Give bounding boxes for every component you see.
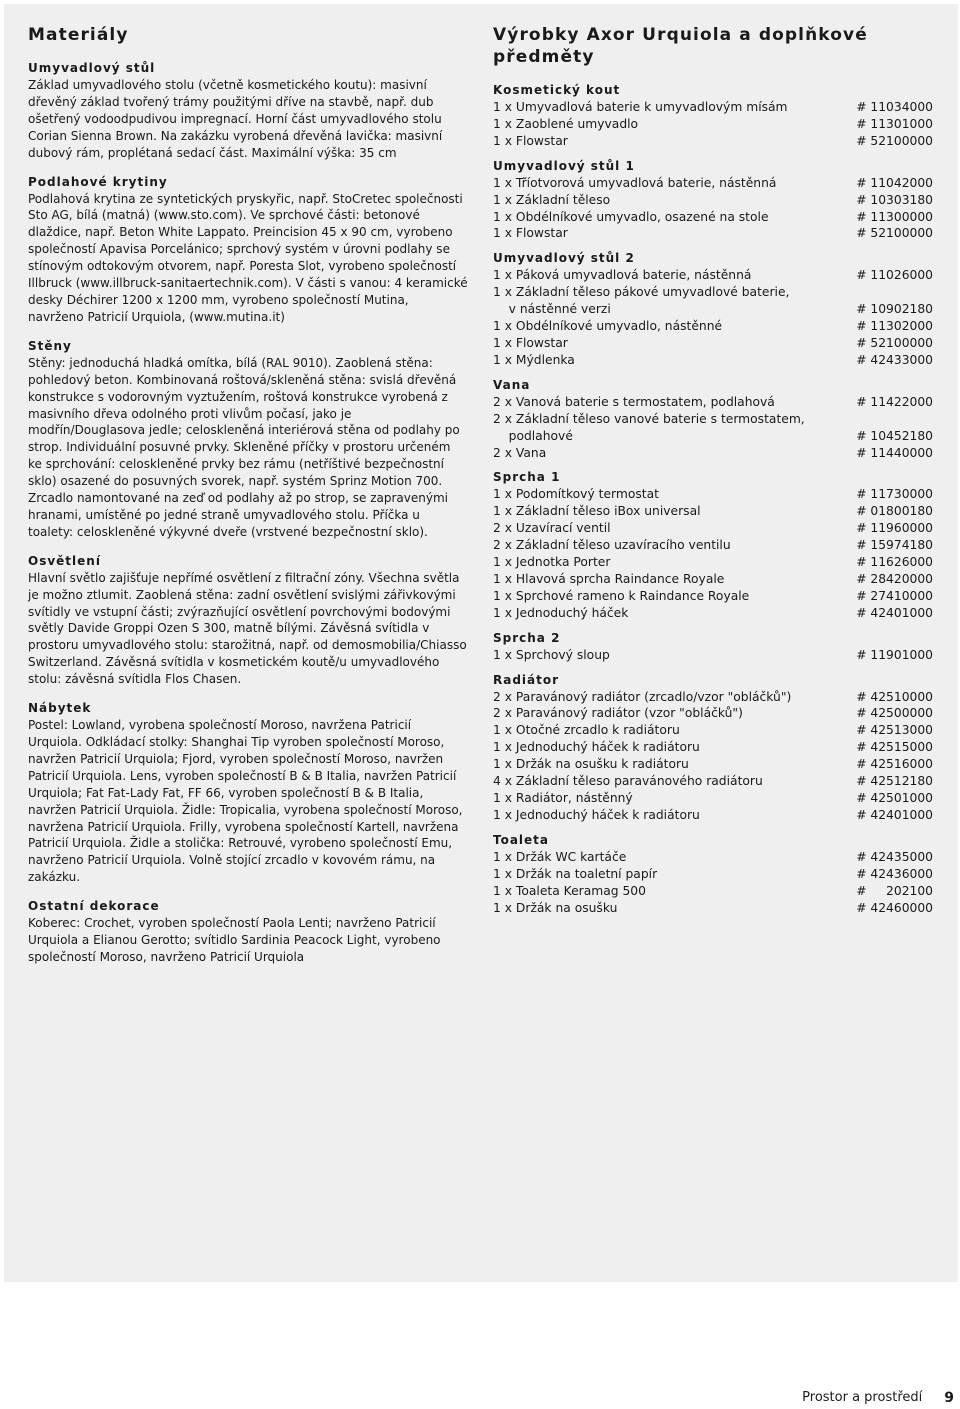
- product-name: 1 x Držák na osušku: [493, 900, 618, 915]
- product-name: 1 x Jednotka Porter: [493, 555, 611, 570]
- product-name: 1 x Jednoduchý háček: [493, 605, 629, 620]
- product-name: 1 x Umyvadlová baterie k umyvadlovým mísám: [493, 100, 788, 114]
- product-group-heading: Sprcha 1: [493, 470, 561, 485]
- material-section-text: Podlahová krytina ze syntetických pryskyřic, např. StoCretec společnosti Sto AG, bílá (matná) (www.sto.com). Ve sprchové části: betonové dlaždice, např. Beton White Lappato. Preincision 45 x 90 cm, vyrobeno společností Apavisa Porcelánico; sprchový systém v úrovni podlahy se stínovým odtokovým otvorem, např. Poresta Slot, vyrobeno společností Illbruck (www.illbruck-sanitaertechnik.com). V části s vanou: 4 keramické desky Déchirer 1200 x 1200 mm, vyrobeno společností Mutina, navrženo Patricií Urquiola, (www.mutina.it): [28, 191, 468, 324]
- product-row: [493, 790, 933, 807]
- product-number: # 11301000: [856, 116, 933, 131]
- product-name: 1 x Jednoduchý háček k radiátoru: [493, 740, 700, 755]
- product-number: # 42510000: [856, 689, 933, 704]
- page-footer: [802, 1390, 954, 1406]
- product-row: [493, 900, 933, 917]
- product-name: 2 x Základní těleso uzavíracího ventilu: [493, 538, 731, 553]
- product-row: [493, 301, 933, 318]
- product-number: # 10902180: [856, 302, 933, 317]
- materials-title: Materiály: [28, 25, 129, 45]
- product-name: 2 x Vana: [493, 445, 547, 460]
- product-group-heading: Toaleta: [493, 832, 550, 847]
- product-row: [493, 284, 933, 301]
- material-section-text: Stěny: jednoduchá hladká omítka, bílá (RAL 9010). Zaoblená stěna: pohledový beton. Kombinovaná roštová/skleněná stěna: svislá dřevěná konstrukce s vodorovným vyztužením, roštová konstrukce vyrobená z masivního dřeva odolného proti vlivům počasí, jako je modřín/Douglasova jedle; celoskleněná interiérová stěna od podlahy po strop. Individuální posuvné prvky. Skleněné příčky v prostoru určeném ke sprchování: celoskleněné prvky bez rámu (netříštivé bezpečnostní sklo) osazené do posuvných svorek, např. systém Sprinz Motion 700. Zrcadlo namontované na zeď od podlahy až po strop, se zapravenými hranami, umístěné po jedné straně umyvadlového stolu. Příčka u toalety: celoskleněné výkyvné dveře (vrstvené bezpečnostní sklo).: [28, 355, 460, 539]
- product-number: # 42515000: [856, 740, 933, 755]
- page-number: 9: [944, 1390, 954, 1406]
- product-row: [493, 133, 933, 150]
- product-row: [493, 99, 933, 116]
- product-number: # 11302000: [856, 319, 933, 334]
- product-number: # 11440000: [856, 445, 933, 460]
- product-name: 1 x Držák na osušku k radiátoru: [493, 757, 689, 772]
- footer-section-name: Prostor a prostředí: [802, 1390, 923, 1405]
- product-row: [493, 175, 933, 192]
- products-column: [493, 24, 933, 924]
- product-number: # 52100000: [856, 226, 933, 241]
- product-number: # 11034000: [856, 100, 933, 114]
- product-name: 1 x Základní těleso pákové umyvadlové baterie,: [493, 285, 790, 300]
- product-name: 1 x Sprchový sloup: [493, 647, 610, 662]
- product-number: # 11730000: [856, 487, 933, 502]
- product-name: 4 x Základní těleso paravánového radiátoru: [493, 774, 763, 789]
- product-row: [493, 335, 933, 352]
- products-title: Výrobky Axor Urquiola a doplňkové předměty: [493, 25, 868, 67]
- product-row: [493, 588, 933, 605]
- product-name: 1 x Toaleta Keramag 500: [493, 883, 646, 898]
- product-name: 2 x Paravánový radiátor (zrcadlo/vzor "obláčků"): [493, 689, 792, 704]
- product-row: [493, 883, 933, 900]
- product-name: v nástěnné verzi: [493, 302, 611, 317]
- product-row: [493, 739, 933, 756]
- product-number: # 42460000: [856, 900, 933, 915]
- product-group: [493, 377, 933, 462]
- product-number: # 10303180: [856, 192, 933, 207]
- product-row: [493, 605, 933, 622]
- product-row: [493, 486, 933, 503]
- product-row: [493, 554, 933, 571]
- product-number: # 42401000: [856, 807, 933, 822]
- product-group-heading: Vana: [493, 377, 531, 392]
- product-name: 1 x Základní těleso iBox universal: [493, 504, 701, 519]
- product-name: 1 x Jednoduchý háček k radiátoru: [493, 807, 700, 822]
- product-row: [493, 225, 933, 242]
- product-name: 1 x Páková umyvadlová baterie, nástěnná: [493, 268, 752, 283]
- product-row: [493, 428, 933, 445]
- product-number: # 42513000: [856, 723, 933, 738]
- product-group-heading: Kosmetický kout: [493, 83, 621, 97]
- product-number: # 42435000: [856, 849, 933, 864]
- materials-column: [28, 24, 468, 978]
- product-row: [493, 520, 933, 537]
- product-number: # 10452180: [856, 428, 933, 443]
- product-row: [493, 722, 933, 739]
- material-section: [28, 700, 468, 886]
- material-section: [28, 898, 468, 966]
- material-section-heading: Umyvadlový stůl: [28, 61, 156, 75]
- material-section: [28, 553, 468, 688]
- product-row: [493, 807, 933, 824]
- product-number: # 27410000: [856, 588, 933, 603]
- material-section: [28, 338, 468, 541]
- product-name: 1 x Obdélníkové umyvadlo, nástěnné: [493, 319, 723, 334]
- product-row: [493, 849, 933, 866]
- product-name: 2 x Základní těleso vanové baterie s termostatem,: [493, 411, 805, 426]
- product-number: # 42436000: [856, 866, 933, 881]
- material-section-heading: Ostatní dekorace: [28, 899, 160, 914]
- product-number: # 11901000: [856, 647, 933, 662]
- product-number: # 42516000: [856, 757, 933, 772]
- product-row: [493, 209, 933, 226]
- product-name: 1 x Flowstar: [493, 133, 568, 148]
- product-row: [493, 571, 933, 588]
- product-number: # 11626000: [856, 555, 933, 570]
- product-name: podlahové: [493, 428, 573, 443]
- product-number: # 01800180: [856, 504, 933, 519]
- product-number: # 42512180: [856, 774, 933, 789]
- product-group-heading: Sprcha 2: [493, 630, 561, 645]
- product-row: [493, 705, 933, 722]
- product-group: [493, 672, 933, 824]
- product-number: # 15974180: [856, 538, 933, 553]
- product-name: 1 x Podomítkový termostat: [493, 487, 659, 502]
- product-number: # 28420000: [856, 571, 933, 586]
- product-name: 1 x Zaoblené umyvadlo: [493, 116, 639, 131]
- product-name: 1 x Otočné zrcadlo k radiátoru: [493, 723, 680, 738]
- product-group: [493, 832, 933, 917]
- product-group: [493, 630, 933, 664]
- material-section-text: Hlavní světlo zajišťuje nepřímé osvětlení z filtrační zóny. Všechna světla je možno ztlumit. Zaoblená stěna: zadní osvětlení svislými zářivkovými svítidly ve vstupní části; zvýrazňující osvětlení povrchovými bodovými světly Davide Groppi Ozen S 300, matně bílými. Závěsná svítidla v prostoru umyvadlového stolu: starožitná, např. od demosmobilia/Chiasso Switzerland. Závěsná svítidla v kosmetickém koutě/u umyvadlového stolu: závěsná svítidla Flos Chasen.: [28, 570, 467, 687]
- materials-sections: [28, 60, 468, 966]
- product-row: [493, 866, 933, 883]
- product-number: # 52100000: [856, 335, 933, 350]
- product-group: [493, 158, 933, 243]
- product-name: 1 x Držák WC kartáče: [493, 849, 627, 864]
- product-row: [493, 689, 933, 706]
- product-row: [493, 503, 933, 520]
- product-number: # 42500000: [856, 706, 933, 721]
- material-section-text: Základ umyvadlového stolu (včetně kosmetického koutu): masivní dřevěný základ tvořený trámy použitými dříve na stavbě, např. dub ošetřený vodoodpudivou impregnací. Horní část umyvadlového stolu Corian Sienna Brown. Na zakázku vyrobená dřevěná lavička: masivní dubový rám, proplétaná sedací část. Maximální výška: 35 cm: [28, 78, 443, 160]
- material-section-text: Koberec: Crochet, vyroben společností Paola Lenti; navrženo Patricií Urquiola a Elianou Gerotto; svítidlo Sardinia Peacock Light, vyrobeno společností Moroso, navrženo Patricií Urquiola: [28, 916, 441, 964]
- material-section-text: Postel: Lowland, vyrobena společností Moroso, navržena Patricií Urquiola. Odkládací stolky: Shanghai Tip vyroben společností Moroso, navržen Patricií Urquiola; Fjord, vyroben společností Moroso, navržen Patricií Urquiola. Lens, vyroben společností B & B Italia, navržen Patricií Urquiola; Fat Fat-Lady Fat, FF 66, vyroben společností B & B Italia, navržen Patricií Urquiola. Židle: Tropicalia, vyrobena společností Moroso, navržena Patricií Urquiola. Frilly, vyrobena společností Kartell, navržena Patricií Urquiola. Židle a stolička: Retrouvé, vyrobeno společností Emu, navrženo Patricií Urquiola. Volně stojící zrcadlo v kovovém rámu, na zakázku.: [28, 718, 463, 885]
- product-name: 1 x Držák na toaletní papír: [493, 866, 658, 881]
- product-group: [493, 469, 933, 621]
- product-group-heading: Umyvadlový stůl 2: [493, 251, 635, 266]
- product-name: 1 x Sprchové rameno k Raindance Royale: [493, 588, 750, 603]
- product-group: [493, 82, 933, 150]
- material-section-heading: Osvětlení: [28, 553, 101, 568]
- product-name: 1 x Základní těleso: [493, 192, 611, 207]
- product-group-heading: Umyvadlový stůl 1: [493, 158, 635, 173]
- product-row: [493, 318, 933, 335]
- product-name: 1 x Tříotvorová umyvadlová baterie, nástěnná: [493, 175, 777, 190]
- product-number: # 11422000: [856, 394, 933, 409]
- product-number: # 42401000: [856, 605, 933, 620]
- product-row: [493, 116, 933, 133]
- product-name: 2 x Paravánový radiátor (vzor "obláčků"): [493, 706, 743, 721]
- product-group-heading: Radiátor: [493, 672, 560, 687]
- product-row: [493, 445, 933, 462]
- product-number: # 42501000: [856, 791, 933, 805]
- product-number: # 11042000: [856, 175, 933, 190]
- product-number: # 202100: [856, 883, 933, 898]
- product-row: [493, 352, 933, 369]
- product-name: 2 x Vanová baterie s termostatem, podlahová: [493, 394, 775, 409]
- product-group: [493, 250, 933, 368]
- material-section-heading: Nábytek: [28, 701, 92, 716]
- product-name: 1 x Flowstar: [493, 335, 568, 350]
- product-number: # 42433000: [856, 352, 933, 367]
- material-section-heading: Podlahové krytiny: [28, 174, 168, 189]
- product-row: [493, 192, 933, 209]
- product-name: 1 x Radiátor, nástěnný: [493, 791, 633, 805]
- product-name: 1 x Hlavová sprcha Raindance Royale: [493, 571, 725, 586]
- product-name: 1 x Flowstar: [493, 226, 568, 241]
- product-row: [493, 537, 933, 554]
- material-section-heading: Stěny: [28, 338, 72, 353]
- product-row: [493, 411, 933, 428]
- product-row: [493, 647, 933, 664]
- material-section: [28, 60, 468, 162]
- product-number: # 11300000: [856, 209, 933, 224]
- product-row: [493, 773, 933, 790]
- product-number: # 11026000: [856, 268, 933, 283]
- material-section: [28, 174, 468, 326]
- product-row: [493, 394, 933, 411]
- product-row: [493, 756, 933, 773]
- product-number: # 52100000: [856, 133, 933, 148]
- product-row: [493, 267, 933, 284]
- product-name: 2 x Uzavírací ventil: [493, 521, 611, 536]
- product-number: # 11960000: [856, 521, 933, 536]
- product-name: 1 x Mýdlenka: [493, 352, 575, 367]
- product-name: 1 x Obdélníkové umyvadlo, osazené na stole: [493, 209, 769, 224]
- products-sections: [493, 82, 933, 916]
